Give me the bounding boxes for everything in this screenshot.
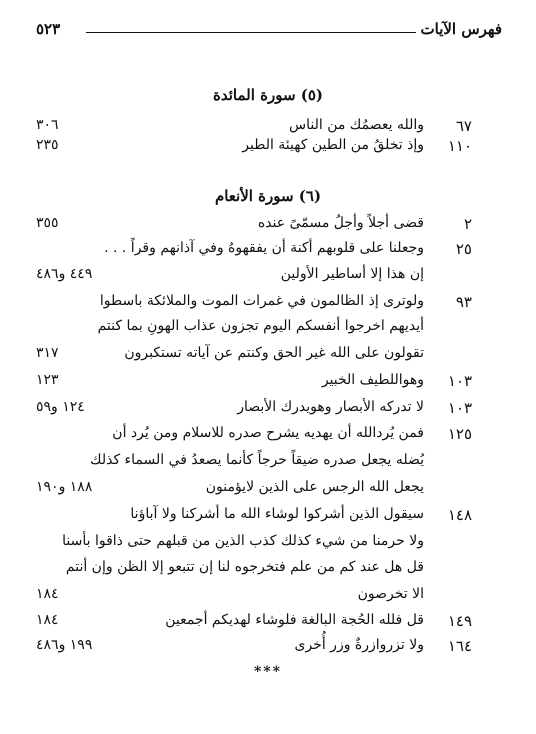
index-row xyxy=(0,372,536,398)
surah-title: (٦) سورة الأنعام xyxy=(214,187,322,205)
verse-text: قضى أجلاً وأجلُ مسمّىً عنده xyxy=(257,215,424,231)
verse-text: لا تدركه الأبصار وهويدرك الأبصار xyxy=(237,399,424,415)
index-row xyxy=(0,452,536,478)
index-row xyxy=(0,266,536,292)
page-ref: ١٨٤ xyxy=(36,612,59,628)
verse-number: ٢٥ xyxy=(455,240,472,258)
page-ref: ١٢٣ xyxy=(36,372,59,388)
verse-text: إن هذا إلا أساطير الأولين xyxy=(280,266,424,282)
verse-number: ٢ xyxy=(463,215,472,233)
verse-text: قل فلله الحُجة البالغة فلوشاء لهديكم أجمعين xyxy=(165,612,424,628)
verse-text: وإذ تخلقُ من الطين كهيئة الطير xyxy=(242,137,424,153)
verse-text: ولا تزروازرةٌ وزر أُخرى xyxy=(294,637,424,653)
page-ref: ١٩٩ و٤٨٦ xyxy=(36,637,93,653)
index-row xyxy=(0,240,536,266)
verse-text: يُضله يجعل صدره ضيقاً حرجاً كأنما يصعدُ في السماء كذلك xyxy=(90,452,424,468)
verse-number: ١٤٨ xyxy=(447,506,472,524)
verse-number: ١٠٣ xyxy=(447,372,472,390)
verse-text: ولوترى إذ الظالمون في غمرات الموت والملائكة باسطوا xyxy=(99,293,424,309)
verse-number: ١١٠ xyxy=(447,137,472,155)
index-row xyxy=(0,345,536,371)
verse-text: وجعلنا على قلوبهم أكنة أن يفقهوهُ وفي آذانهم وقراً . . . xyxy=(104,240,424,256)
header-rule xyxy=(86,32,416,33)
index-row xyxy=(0,425,536,451)
page-ref: ٣٠٦ xyxy=(36,117,59,133)
verse-number: ١٤٩ xyxy=(447,612,472,630)
page-ref: ٣١٧ xyxy=(36,345,59,361)
index-row xyxy=(0,215,536,241)
index-row xyxy=(0,533,536,559)
verse-number: ١٠٣ xyxy=(447,399,472,417)
verse-text: قل هل عند كم من علم فتخرجوه لنا إن تتبعو إلا الظن وإن أنتم xyxy=(65,559,424,575)
verse-text: أيديهم اخرجوا أنفسكم اليوم تجزون عذاب الهونِ بما كنتم xyxy=(97,318,424,334)
page-ref: ١٨٤ xyxy=(36,586,59,602)
page-ref: ٢٣٥ xyxy=(36,137,59,153)
page-ref: ٣٥٥ xyxy=(36,215,59,231)
index-row xyxy=(0,318,536,344)
verse-number: ٦٧ xyxy=(455,117,472,135)
header-title: فهرس الآيات xyxy=(420,20,502,38)
verse-text: وهواللطيف الخبير xyxy=(321,372,424,388)
verse-number: ١٦٤ xyxy=(447,637,472,655)
page-ref: ١٨٨ و١٩٠ xyxy=(36,479,93,495)
surah-title: (٥) سورة المائدة xyxy=(212,86,324,104)
verse-text: يجعل الله الرجس على الذين لايؤمنون xyxy=(205,479,424,495)
section-end-ornament: *** xyxy=(254,664,282,680)
index-row xyxy=(0,399,536,425)
index-row xyxy=(0,637,536,663)
index-row xyxy=(0,479,536,505)
verse-number: ١٢٥ xyxy=(447,425,472,443)
verse-text: والله يعصمُك من الناس xyxy=(289,117,424,133)
header-page-number: ٥٢٣ xyxy=(36,20,61,38)
index-row xyxy=(0,137,536,163)
verse-number: ٩٣ xyxy=(455,293,472,311)
index-row xyxy=(0,506,536,532)
index-row xyxy=(0,293,536,319)
page-ref: ١٢٤ و٥٩ xyxy=(36,399,85,415)
page-ref: ٤٤٩ و٤٨٦ xyxy=(36,266,93,282)
verse-text: سيقول الذين أشركوا لوشاء الله ما أشركنا ولا آباؤنا xyxy=(130,506,424,522)
verse-text: تقولون على الله غير الحق وكنتم عن آياته تستكبرون xyxy=(124,345,424,361)
index-row xyxy=(0,586,536,612)
verse-text: ولا حرمنا من شيء كذلك كذب الذين من قبلهم حتى ذاقوا بأسنا xyxy=(62,533,424,549)
verse-text: الا تخرصون xyxy=(357,586,424,602)
index-row xyxy=(0,559,536,585)
verse-text: فمن يُردالله أن يهديه يشرح صدره للاسلام ومن يُرد أن xyxy=(112,425,424,441)
index-row xyxy=(0,612,536,638)
